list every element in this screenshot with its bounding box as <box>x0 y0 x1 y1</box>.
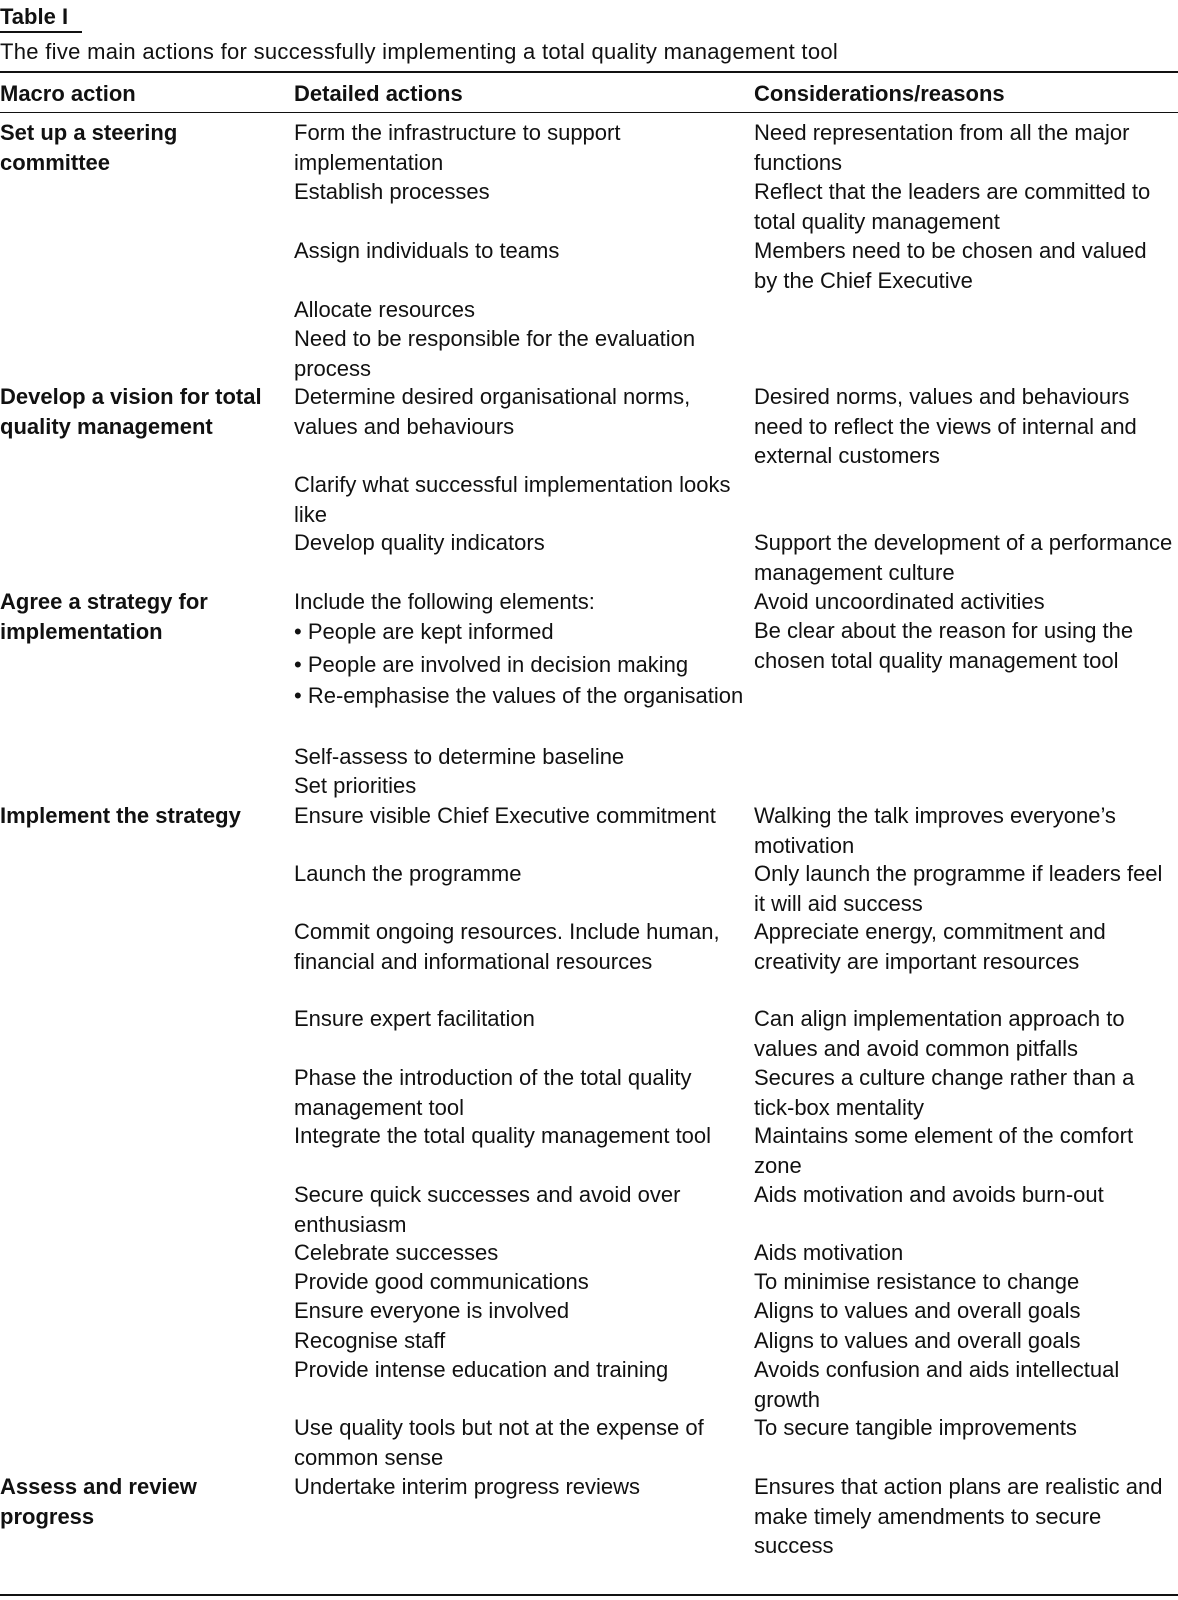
detailed-action-cell: Establish processes <box>294 179 490 204</box>
table-bottom-rule <box>0 1594 1178 1596</box>
detailed-action-cell: • People are involved in decision making <box>294 652 689 677</box>
consideration-cell: Avoid uncoordinated activities <box>754 589 1045 614</box>
consideration-cell: Walking the talk improves everyone’s motivation <box>754 803 1116 858</box>
detailed-action-cell: Ensure expert facilitation <box>294 1006 535 1031</box>
detailed-action-cell: Undertake interim progress reviews <box>294 1474 641 1499</box>
header-macro-action: Macro action <box>0 81 136 106</box>
detailed-action-cell: Use quality tools but not at the expense of common sense <box>294 1415 704 1470</box>
header-rule <box>0 112 1178 113</box>
consideration-cell: Ensures that action plans are realistic and make timely amendments to secure success <box>754 1474 1163 1558</box>
consideration-cell: Aligns to values and overall goals <box>754 1298 1081 1323</box>
table-caption: The five main actions for successfully implementing a total quality management tool <box>0 39 839 64</box>
detailed-action-cell: Secure quick successes and avoid over enthusiasm <box>294 1182 681 1237</box>
consideration-cell: To minimise resistance to change <box>754 1269 1080 1294</box>
table-label-underline <box>0 31 82 33</box>
macro-action-cell: Assess and review progress <box>0 1474 197 1529</box>
detailed-action-cell: Develop quality indicators <box>294 530 545 555</box>
detailed-action-cell: Recognise staff <box>294 1328 446 1353</box>
consideration-cell: Support the development of a performance management culture <box>754 530 1173 585</box>
detailed-action-cell: Ensure visible Chief Executive commitment <box>294 803 716 828</box>
consideration-cell: Reflect that the leaders are committed to total quality management <box>754 179 1151 234</box>
macro-action-cell: Agree a strategy for implementation <box>0 589 208 644</box>
detailed-action-cell: Phase the introduction of the total quality management tool <box>294 1065 692 1120</box>
detailed-action-cell: Clarify what successful implementation looks like <box>294 472 731 527</box>
header-detailed-actions: Detailed actions <box>294 81 463 106</box>
consideration-cell: Members need to be chosen and valued by the Chief Executive <box>754 238 1147 293</box>
consideration-cell: Need representation from all the major functions <box>754 120 1130 175</box>
table-top-rule <box>0 71 1178 73</box>
consideration-cell: Aids motivation <box>754 1240 904 1265</box>
consideration-cell: To secure tangible improvements <box>754 1415 1077 1440</box>
consideration-cell: Secures a culture change rather than a tick-box mentality <box>754 1065 1135 1120</box>
detailed-action-cell: • Re-emphasise the values of the organisation <box>294 683 744 708</box>
header-considerations: Considerations/reasons <box>754 81 1005 106</box>
consideration-cell: Appreciate energy, commitment and creativity are important resources <box>754 919 1106 974</box>
detailed-action-cell: Integrate the total quality management tool <box>294 1123 712 1148</box>
table-label: Table I <box>0 4 69 29</box>
detailed-action-cell: Self-assess to determine baseline <box>294 744 625 769</box>
consideration-cell: Aligns to values and overall goals <box>754 1328 1081 1353</box>
detailed-action-cell: • People are kept informed <box>294 619 554 644</box>
consideration-cell: Can align implementation approach to values and avoid common pitfalls <box>754 1006 1125 1061</box>
consideration-cell: Avoids confusion and aids intellectual growth <box>754 1357 1120 1412</box>
detailed-action-cell: Include the following elements: <box>294 589 595 614</box>
detailed-action-cell: Provide good communications <box>294 1269 589 1294</box>
macro-action-cell: Implement the strategy <box>0 803 241 828</box>
consideration-cell: Desired norms, values and behaviours need to reflect the views of internal and external customers <box>754 384 1137 468</box>
detailed-action-cell: Launch the programme <box>294 861 522 886</box>
detailed-action-cell: Determine desired organisational norms, values and behaviours <box>294 384 691 439</box>
detailed-action-cell: Ensure everyone is involved <box>294 1298 570 1323</box>
consideration-cell: Only launch the programme if leaders feel it will aid success <box>754 861 1163 916</box>
detailed-action-cell: Assign individuals to teams <box>294 238 560 263</box>
detailed-action-cell: Set priorities <box>294 773 417 798</box>
macro-action-cell: Develop a vision for total quality management <box>0 384 262 439</box>
macro-action-cell: Set up a steering committee <box>0 120 178 175</box>
detailed-action-cell: Form the infrastructure to support implementation <box>294 120 621 175</box>
detailed-action-cell: Allocate resources <box>294 297 475 322</box>
detailed-action-cell: Need to be responsible for the evaluation process <box>294 326 696 381</box>
consideration-cell: Maintains some element of the comfort zone <box>754 1123 1134 1178</box>
detailed-action-cell: Commit ongoing resources. Include human, financial and informational resources <box>294 919 720 974</box>
consideration-cell: Aids motivation and avoids burn-out <box>754 1182 1104 1207</box>
detailed-action-cell: Celebrate successes <box>294 1240 499 1265</box>
consideration-cell: Be clear about the reason for using the chosen total quality management tool <box>754 618 1134 673</box>
detailed-action-cell: Provide intense education and training <box>294 1357 669 1382</box>
